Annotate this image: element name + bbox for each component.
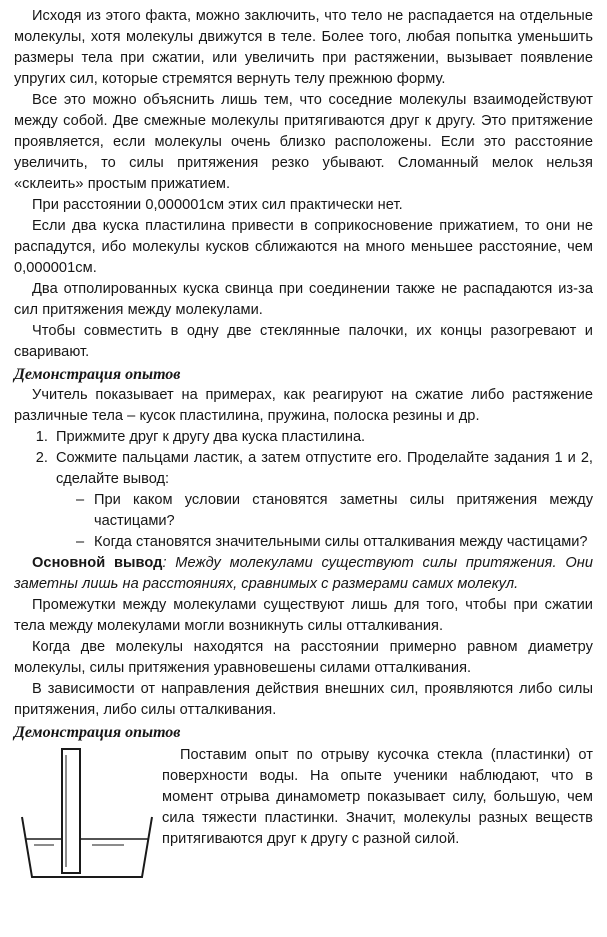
glass-plate-water-illustration <box>14 747 154 882</box>
demo-intro: Учитель показывает на примерах, как реагируют на сжатие либо растяжение различные тела – кусок пластилина, пружина, полоска резины и др. <box>14 387 593 424</box>
paragraph-intro-6: Чтобы совместить в одну две стеклянные палочки, их концы разогревают и сваривают. <box>14 323 593 360</box>
question-list <box>14 490 593 553</box>
paragraph-after-2: Когда две молекулы находятся на расстоянии примерно равном диаметру молекулы, силы притяжения уравновешены силами отталкивания. <box>14 639 593 676</box>
demo-description: Поставим опыт по отрыву кусочка стекла (пластинки) от поверхности воды. На опыте ученики наблюдают, что в момент отрыва динамометр показывает силу, большую, чем сила тяжести пластинки. Значит, молекулы разных веществ притягиваются друг к другу с разной силой. <box>162 747 593 847</box>
conclusion-label: Основной вывод <box>32 555 163 571</box>
task-item-1: 1. Прижмите друг к другу два куска пластилина. <box>52 427 593 448</box>
glass-plate-shape <box>62 749 80 873</box>
question-item-2: – Когда становятся значительными силы отталкивания между частицами? <box>76 532 593 553</box>
task-item-2: 2. Сожмите пальцами ластик, а затем отпустите его. Проделайте задания 1 и 2, сделайте вывод: <box>52 448 593 490</box>
paragraph-after-3: В зависимости от направления действия внешних сил, проявляются либо силы притяжения, либо силы отталкивания. <box>14 681 593 718</box>
paragraph-after-1: Промежутки между молекулами существуют лишь для того, чтобы при сжатии тела между молекулами могли возникнуть силы отталкивания. <box>14 597 593 634</box>
demo-heading-2: Демонстрация опытов <box>14 724 181 741</box>
paragraph-intro-4: Если два куска пластилина привести в соприкосновение прижатием, то они не распадутся, ибо молекулы кусков сближаются на много меньшее расстояние, чем 0,000001см. <box>14 218 593 276</box>
vessel-shape <box>22 817 152 877</box>
paragraph-intro-1: Исходя из этого факта, можно заключить, что тело не распадается на отдельные молекулы, хотя молекулы движутся в теле. Более того, любая попытка уменьшить размеры тела при сжатии, или увеличить при растяжении, вызывает появление упругих сил, которые стремятся вернуть телу прежнюю форму. <box>14 8 593 87</box>
demo-heading-1: Демонстрация опытов <box>14 366 181 383</box>
question-item-1: – При каком условии становятся заметны силы притяжения между частицами? <box>76 490 593 532</box>
main-conclusion <box>14 553 593 595</box>
paragraph-intro-3: При расстоянии 0,000001см этих сил практически нет. <box>32 197 403 213</box>
conclusion-text: : Между молекулами существуют силы притяжения. Они заметны лишь на расстояниях, сравнимых с размерами самих молекул. <box>14 555 593 592</box>
demo-block <box>14 745 593 850</box>
paragraph-intro-5: Два отполированных куска свинца при соединении также не распадаются из-за сил притяжения между молекулами. <box>14 281 593 318</box>
task-list <box>14 427 593 490</box>
paragraph-intro-2: Все это можно объяснить лишь тем, что соседние молекулы взаимодействуют между собой. Две смежные молекулы притягиваются друг к другу. Это притяжение проявляется, если молекулы очень близко расположены. Если это расстояние увеличить, то силы притяжения резко убывают. Сломанный мелок нельзя «склеить» простым прижатием. <box>14 92 593 192</box>
